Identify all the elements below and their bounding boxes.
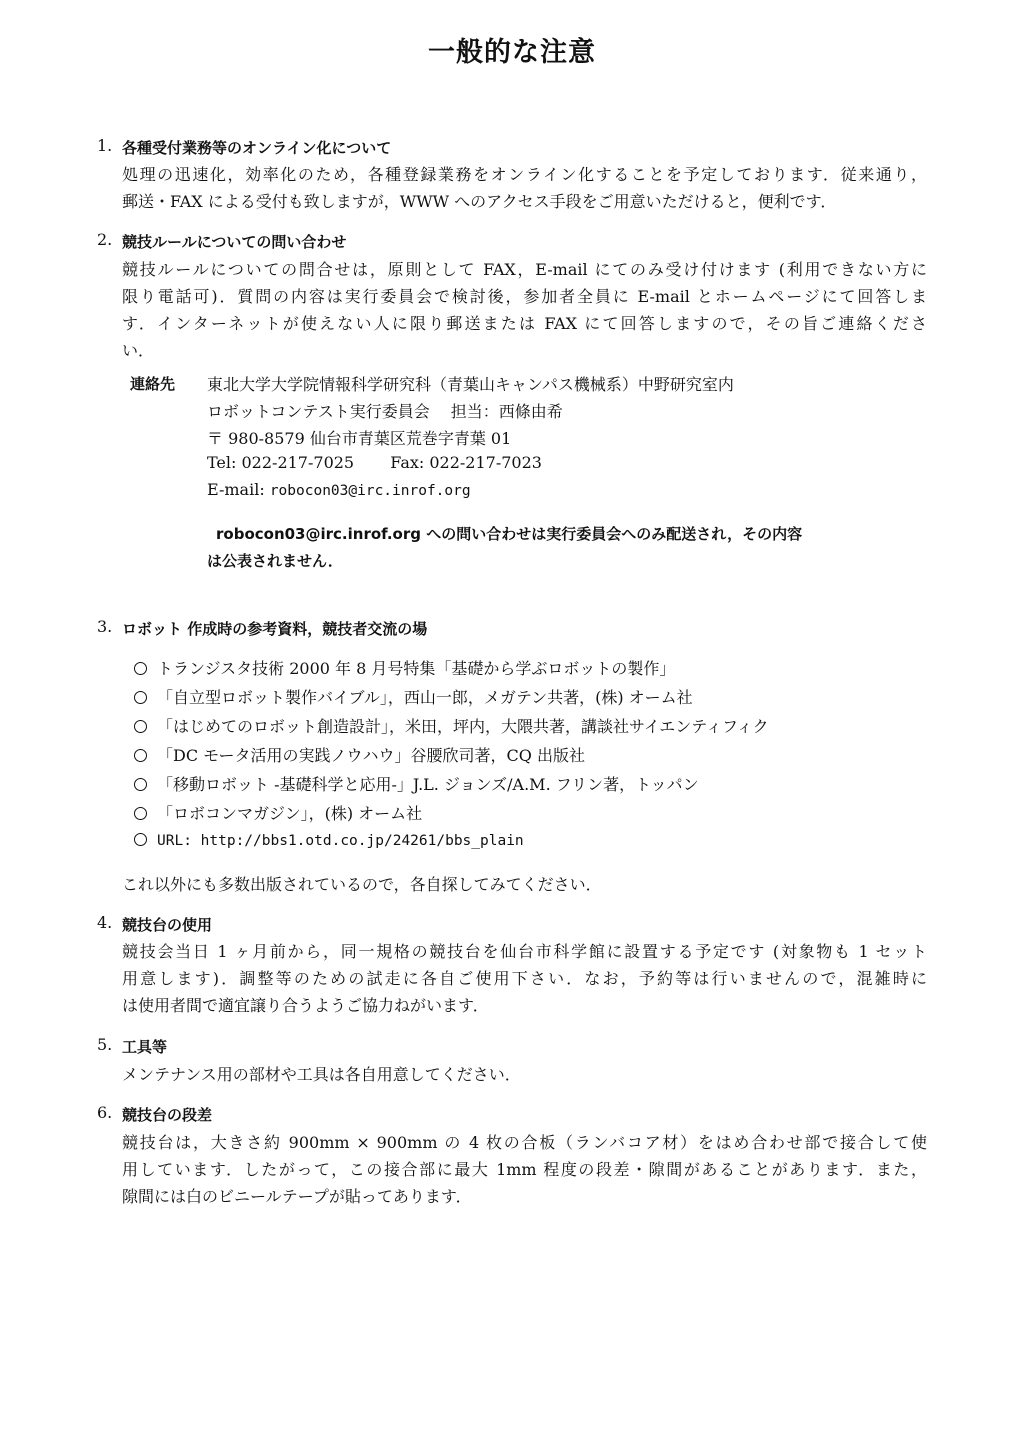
section-1-number: 1. [97, 136, 113, 155]
section-6-heading: 競技台の段差 [122, 1106, 213, 1124]
section-3-closing: これ以外にも多数出版されているので，各自探してみてください． [122, 875, 602, 894]
reference-item-4: 「DC モータ活用の実践ノウハウ」谷腰欣司著，CQ 出版社 [134, 743, 585, 766]
section-4-line-2: 用意します)．調整等のための試走に各自ご使用下さい．なお，予約等は行いませんので，混雑時に [122, 969, 927, 988]
section-2-line-1: 競技ルールについての問合せは，原則として FAX，E-mail にてのみ受け付けます (利用できない方に [122, 260, 927, 279]
contact-email-label: E-mail: [207, 480, 270, 499]
section-4-number: 4. [97, 913, 113, 932]
reference-item-url [134, 830, 524, 849]
section-6-line-3: 隙間には白のビニールテープが貼ってあります． [122, 1187, 472, 1206]
section-5-line-1: メンテナンス用の部材や工具は各自用意してください． [122, 1065, 521, 1084]
circle-bullet-icon [134, 833, 147, 846]
section-2-line-4: い． [122, 341, 155, 360]
contact-phone-fax [207, 453, 542, 472]
section-4-line-3: は使用者間で適宜譲り合うようご協力ねがいます． [122, 996, 489, 1015]
reference-item-6: 「ロボコンマガジン」，(株) オーム社 [134, 801, 422, 824]
contact-email-row [207, 480, 471, 499]
url-label: URL: [157, 833, 201, 849]
section-2-heading: 競技ルールについての問い合わせ [122, 233, 347, 251]
reference-item-3: 「はじめてのロボット創造設計」，米田，坪内，大隈共著，講談社サイエンティフィク [134, 714, 769, 737]
contact-organization: 東北大学大学院情報科学研究科（青葉山キャンパス機械系）中野研究室内 [207, 375, 734, 394]
section-4-heading: 競技台の使用 [122, 916, 213, 934]
circle-bullet-icon [134, 807, 147, 820]
bbs-url-link[interactable]: http://bbs1.otd.co.jp/24261/bbs_plain [200, 833, 524, 849]
reference-item-5: 「移動ロボット -基礎科学と応用-」J.L. ジョンズ/A.M. フリン著，トッパン [134, 772, 699, 795]
section-5-heading: 工具等 [122, 1038, 168, 1056]
section-3-heading: ロボット 作成時の参考資料，競技者交流の場 [122, 620, 428, 638]
section-2-number: 2. [97, 230, 113, 249]
section-4-line-1: 競技会当日 1 ヶ月前から，同一規格の競技台を仙台市科学館に設置する予定です (対象物も 1 セット [122, 942, 927, 961]
contact-fax: Fax: 022-217-7023 [390, 453, 542, 472]
contact-note-line-2: は公表されません． [207, 552, 343, 570]
contact-label: 連絡先 [130, 375, 176, 393]
circle-bullet-icon [134, 662, 147, 675]
contact-email-link[interactable]: robocon03@irc.inrof.org [269, 483, 471, 499]
reference-item-1: トランジスタ技術 2000 年 8 月号特集「基礎から学ぶロボットの製作」 [134, 656, 675, 679]
section-6-line-1: 競技台は，大きさ約 900mm × 900mm の 4 枚の合板（ランバコア材）をはめ合わせ部で接合して使 [122, 1133, 927, 1152]
section-2-line-2: 限り電話可)．質問の内容は実行委員会で検討後，参加者全員に E-mail とホームページにて回答しま [122, 287, 927, 306]
contact-address: 〒 980-8579 仙台市青葉区荒巻字青葉 01 [207, 429, 512, 448]
circle-bullet-icon [134, 691, 147, 704]
circle-bullet-icon [134, 749, 147, 762]
section-5-number: 5. [97, 1035, 113, 1054]
contact-tel: Tel: 022-217-7025 [207, 453, 355, 472]
section-1-line-2: 郵送・FAX による受付も致しますが，WWW へのアクセス手段をご用意いただけると，便利です． [122, 192, 837, 211]
circle-bullet-icon [134, 720, 147, 733]
contact-committee: ロボットコンテスト実行委員会 担当：西條由希 [207, 402, 563, 421]
page-title: 一般的な注意 [428, 37, 596, 68]
section-6-number: 6. [97, 1103, 113, 1122]
section-1-line-1: 処理の迅速化，効率化のため，各種登録業務をオンライン化することを予定しております．従来通り， [122, 165, 927, 184]
section-3-number: 3. [97, 617, 113, 636]
circle-bullet-icon [134, 778, 147, 791]
reference-item-2: 「自立型ロボット製作バイブル」，西山一郎，メガテン共著，(株) オーム社 [134, 685, 693, 708]
section-1-heading: 各種受付業務等のオンライン化について [122, 139, 392, 157]
section-6-line-2: 用しています．したがって，この接合部に最大 1mm 程度の段差・隙間があることがあります．また， [122, 1160, 927, 1179]
section-2-line-3: す．インターネットが使えない人に限り郵送または FAX にて回答しますので，その旨ご連絡くださ [122, 314, 927, 333]
contact-note-line-1: robocon03@irc.inrof.org への問い合わせは実行委員会へのみ配送され，その内容 [216, 525, 803, 543]
